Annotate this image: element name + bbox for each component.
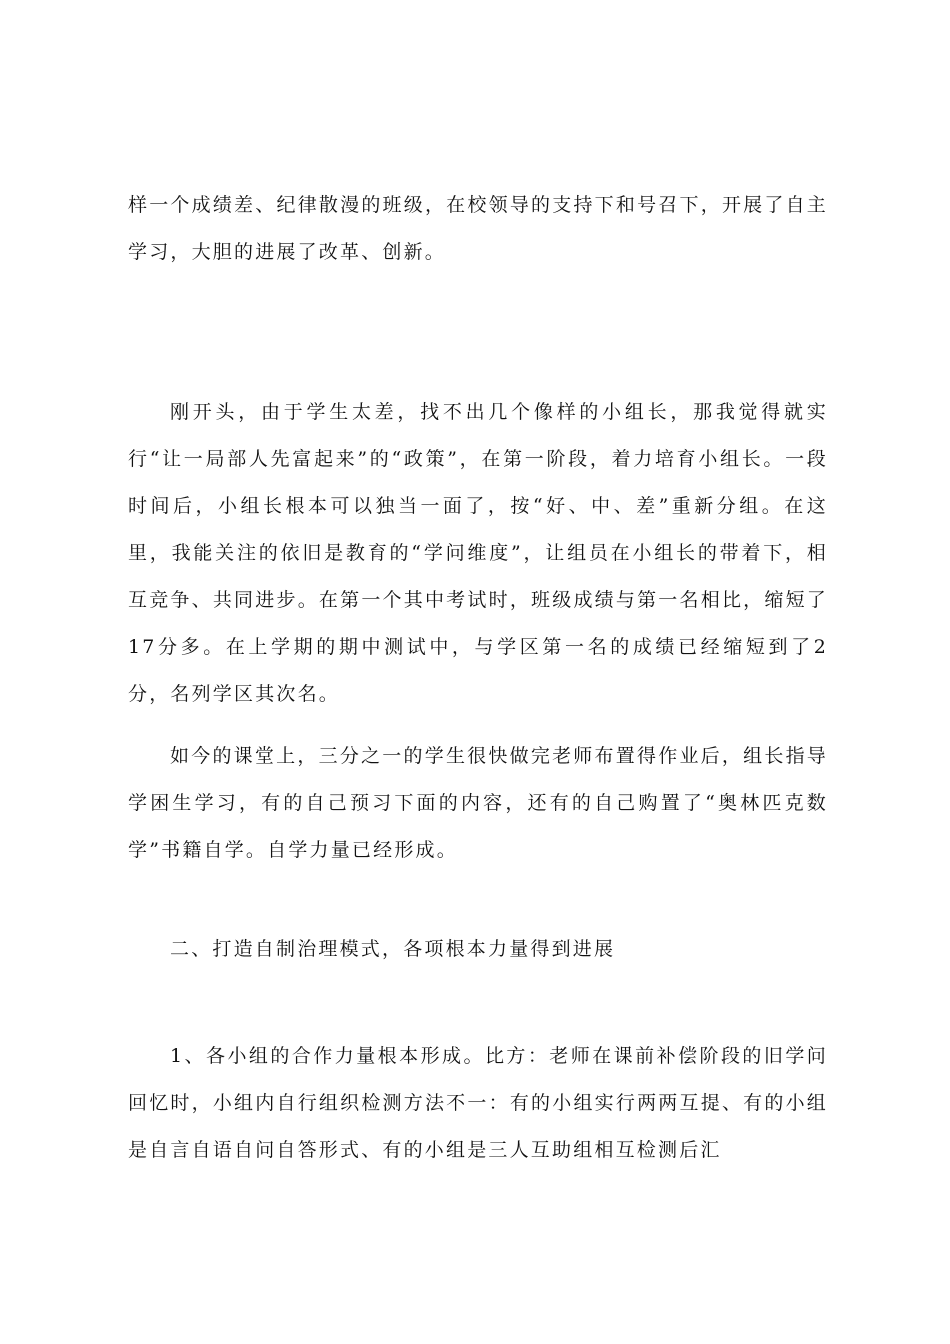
section-heading-two: 二、打造自制治理模式，各项根本力量得到进展	[170, 938, 616, 960]
paragraph-continuation: 样一个成绩差、纪律散漫的班级，在校领导的支持下和号召下，开展了自主学习，大胆的进展了改革、创新。	[128, 194, 828, 263]
paragraph-cooperation: 1、各小组的合作力量根本形成。比方：老师在课前补偿阶段的旧学问回忆时，小组内自行组织检测方法不一：有的小组实行两两互提、有的小组是自言自语自问自答形式、有的小组是三人互助组相互检测后汇	[128, 1045, 828, 1161]
paragraph-classroom-now: 如今的课堂上，三分之一的学生很快做完老师布置得作业后，组长指导学困生学习，有的自己预习下面的内容，还有的自己购置了“奥林匹克数学”书籍自学。自学力量已经形成。	[128, 745, 828, 861]
paragraph-group-leaders: 刚开头，由于学生太差，找不出几个像样的小组长，那我觉得就实行“让一局部人先富起来”的“政策”，在第一阶段，着力培育小组长。一段时间后，小组长根本可以独当一面了，按“好、中、差”重新分组。在这里，我能关注的依旧是教育的“学问维度”，让组员在小组长的带着下，相互竞争、共同进步。在第一个其中考试时，班级成绩与第一名相比，缩短了17分多。在上学期的期中测试中，与学区第一名的成绩已经缩短到了2分，名列学区其次名。	[128, 401, 828, 705]
